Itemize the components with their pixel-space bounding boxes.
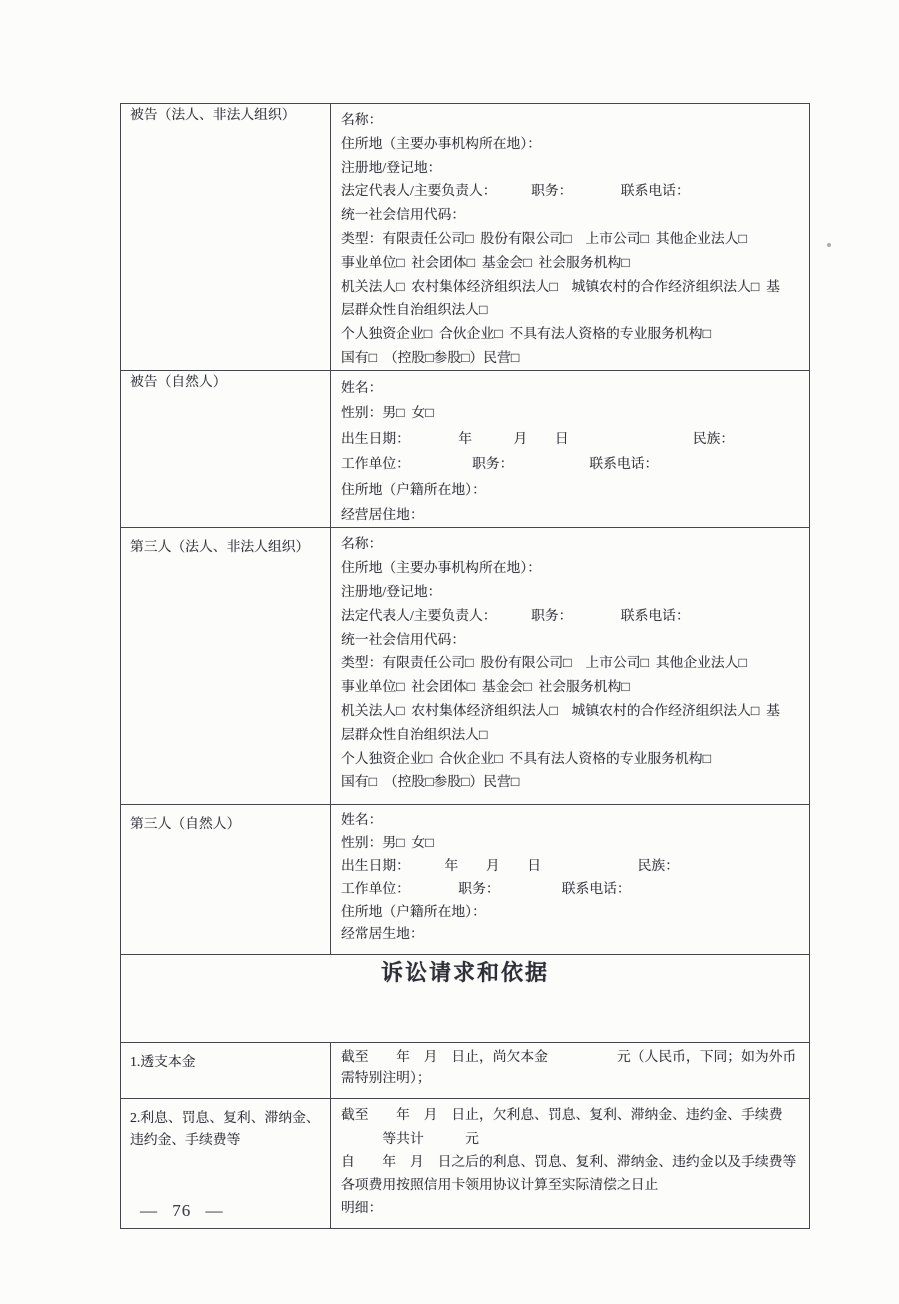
row-label: 第三人（自然人）: [121, 805, 331, 955]
form-field-line: 个人独资企业□ 合伙企业□ 不具有法人资格的专业服务机构□: [341, 750, 711, 766]
row-fields: [331, 805, 810, 955]
row-label: 被告（法人、非法人组织）: [121, 104, 331, 371]
form-field-line: 机关法人□ 农村集体经济组织法人□ 城镇农村的合作经济组织法人□ 基: [341, 703, 780, 719]
party-row-third-party-entity: [121, 528, 810, 805]
form-field-line: 出生日期： 年 月 日 民族：: [341, 858, 680, 874]
form-field-line: 各项费用按照信用卡领用协议计算至实际清偿之日止: [341, 1177, 659, 1193]
form-field-line: 个人独资企业□ 合伙企业□ 不具有法人资格的专业服务机构□: [341, 326, 711, 342]
form-field-line: 类型：有限责任公司□ 股份有限公司□ 上市公司□ 其他企业法人□: [341, 230, 747, 246]
form-field-line: 截至 年 月 日止，尚欠本金 元（人民币，下同；如为外币: [341, 1049, 797, 1065]
form-field-line: 性别：男□ 女□: [341, 835, 434, 851]
form-field-line: 住所地（户籍所在地）：: [341, 903, 486, 919]
form-field-line: 工作单位： 职务： 联系电话：: [341, 880, 631, 896]
form-field-line: 类型：有限责任公司□ 股份有限公司□ 上市公司□ 其他企业法人□: [341, 655, 747, 671]
form-field-line: 住所地（主要办事机构所在地）：: [341, 560, 542, 576]
party-row-third-party-person: [121, 805, 810, 955]
row-fields: [331, 371, 810, 528]
form-field-line: 名称：: [341, 536, 383, 552]
litigation-form-table: [120, 103, 810, 1229]
party-row-defendant-person: [121, 371, 810, 528]
form-table-body: [121, 104, 810, 1229]
form-field-line: 机关法人□ 农村集体经济组织法人□ 城镇农村的合作经济组织法人□ 基: [341, 278, 780, 294]
claim-row-overdraft-principal: [121, 1043, 810, 1099]
form-field-line: 姓名：: [341, 380, 383, 395]
form-field-line: 性别：男□ 女□: [341, 405, 434, 421]
section-title: 诉讼请求和依据: [121, 955, 810, 1043]
form-field-line: 截至 年 月 日止，欠利息、罚息、复利、滞纳金、违约金、手续费: [341, 1107, 783, 1123]
row-fields: [331, 1043, 810, 1099]
form-field-line: 住所地（户籍所在地）：: [341, 481, 486, 497]
page-number: — 76 —: [140, 1201, 224, 1220]
row-label: 第三人（法人、非法人组织）: [121, 528, 331, 805]
form-field-line: 层群众性自治组织法人□: [341, 726, 488, 742]
row-fields: [331, 1099, 810, 1229]
form-field-line: 等共计 元: [341, 1130, 479, 1146]
form-field-line: 法定代表人/主要负责人： 职务： 联系电话：: [341, 183, 690, 199]
form-field-line: 名称：: [341, 112, 383, 127]
form-field-line: 需特别注明）；: [341, 1070, 431, 1086]
form-field-line: 明细：: [341, 1200, 383, 1216]
form-field-line: 统一社会信用代码：: [341, 631, 466, 647]
form-field-line: 注册地/登记地：: [341, 159, 442, 175]
form-field-line: 注册地/登记地：: [341, 584, 442, 600]
form-field-line: 经常居生地：: [341, 926, 424, 942]
form-field-line: 姓名：: [341, 812, 383, 828]
form-field-line: 自 年 月 日之后的利息、罚息、复利、滞纳金、违约金以及手续费等: [341, 1153, 797, 1169]
party-row-defendant-entity: [121, 104, 810, 371]
form-field-line: 国有□ （控股□参股□）民营□: [341, 349, 520, 365]
form-field-line: 工作单位： 职务： 联系电话：: [341, 456, 659, 472]
form-field-line: 层群众性自治组织法人□: [341, 302, 488, 318]
form-field-line: 国有□ （控股□参股□）民营□: [341, 774, 520, 790]
row-fields: [331, 104, 810, 371]
row-label: 1.透支本金: [121, 1043, 331, 1099]
row-label: 2.利息、罚息、复利、滞纳金、违约金、手续费等: [121, 1099, 331, 1229]
row-label: 被告（自然人）: [121, 371, 331, 528]
form-field-line: 统一社会信用代码：: [341, 207, 466, 223]
row-fields: [331, 528, 810, 805]
section-header-row: [121, 955, 810, 1043]
form-field-line: 事业单位□ 社会团体□ 基金会□ 社会服务机构□: [341, 254, 630, 270]
form-field-line: 出生日期： 年 月 日 民族：: [341, 430, 735, 446]
form-field-line: 事业单位□ 社会团体□ 基金会□ 社会服务机构□: [341, 679, 630, 695]
form-field-line: 住所地（主要办事机构所在地）：: [341, 135, 542, 151]
form-field-line: 经营居住地：: [341, 507, 424, 523]
form-field-line: 法定代表人/主要负责人： 职务： 联系电话：: [341, 607, 690, 623]
scan-artifact-dot: [827, 243, 831, 247]
